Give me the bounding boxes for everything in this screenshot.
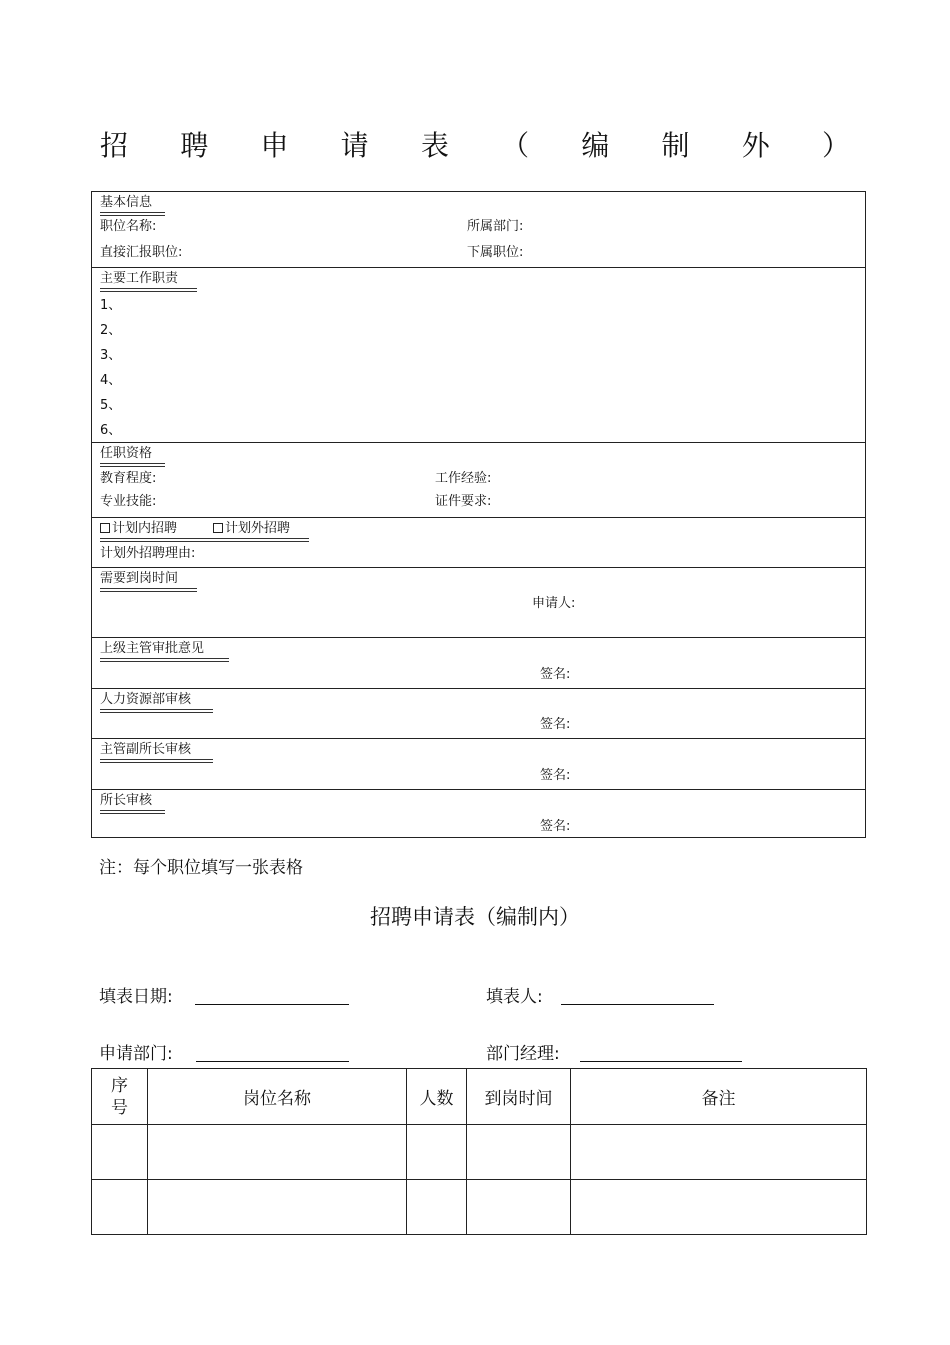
recruitment-form-outside-quota xyxy=(91,191,866,838)
applicant-label[interactable]: 申请人: xyxy=(532,596,576,611)
heading-underline xyxy=(100,538,309,542)
outside-plan-reason-label[interactable]: 计划外招聘理由: xyxy=(100,546,196,561)
section-heading: 需要到岗时间 xyxy=(100,571,179,586)
dept-manager-input[interactable] xyxy=(580,1061,742,1062)
apply-dept-label: 申请部门: xyxy=(99,1044,173,1064)
table-header-row xyxy=(92,1069,867,1125)
section-director-review xyxy=(92,790,865,839)
section-heading: 任职资格 xyxy=(100,446,153,461)
department-label[interactable]: 所属部门: xyxy=(467,219,524,234)
option-label: 计划内招聘 xyxy=(112,521,178,536)
checkbox-icon[interactable] xyxy=(213,523,223,533)
title-char: 表 xyxy=(420,129,449,162)
heading-underline xyxy=(100,212,165,216)
section-deputy-director-review xyxy=(92,739,865,790)
table-cell[interactable] xyxy=(467,1180,571,1235)
column-header-text: 号 xyxy=(111,1097,128,1118)
section-basic-info xyxy=(92,192,865,268)
duty-item[interactable]: 5、 xyxy=(100,398,122,413)
section-arrival-time xyxy=(92,568,865,638)
option-label: 计划外招聘 xyxy=(225,521,291,536)
duty-item[interactable]: 3、 xyxy=(100,348,122,363)
column-header-arrival: 到岗时间 xyxy=(467,1069,571,1125)
table-cell[interactable] xyxy=(92,1180,148,1235)
section-qualification xyxy=(92,443,865,518)
subordinate-label[interactable]: 下属职位: xyxy=(467,245,524,260)
fill-date-input[interactable] xyxy=(195,1004,349,1005)
title-char: 制 xyxy=(661,129,690,162)
table-cell[interactable] xyxy=(571,1180,867,1235)
direct-report-label[interactable]: 直接汇报职位: xyxy=(100,245,183,260)
table-cell[interactable] xyxy=(407,1125,467,1180)
section-heading: 上级主管审批意见 xyxy=(100,641,205,656)
heading-underline xyxy=(100,588,197,592)
duty-item[interactable]: 1、 xyxy=(100,298,122,313)
heading-underline xyxy=(100,709,213,713)
form-note: 注：每个职位填写一张表格 xyxy=(99,858,303,878)
form-title xyxy=(100,126,850,166)
dept-manager-label: 部门经理: xyxy=(486,1044,560,1064)
heading-underline xyxy=(100,810,165,814)
fill-date-label: 填表日期: xyxy=(99,987,173,1007)
column-header-position: 岗位名称 xyxy=(148,1069,407,1125)
title-char: 请 xyxy=(340,129,369,162)
title-char: ） xyxy=(821,129,850,162)
heading-underline xyxy=(100,759,213,763)
table-cell[interactable] xyxy=(148,1125,407,1180)
form2-title: 招聘申请表（编制内） xyxy=(370,905,580,929)
signature-label[interactable]: 签名: xyxy=(540,768,571,783)
filler-input[interactable] xyxy=(561,1004,714,1005)
certificate-label[interactable]: 证件要求: xyxy=(435,494,492,509)
column-header-seq xyxy=(92,1069,148,1125)
title-char: 招 xyxy=(100,129,129,162)
table-cell[interactable] xyxy=(92,1125,148,1180)
section-hr-review xyxy=(92,689,865,739)
heading-underline xyxy=(100,658,229,662)
column-header-count: 人数 xyxy=(407,1069,467,1125)
education-label[interactable]: 教育程度: xyxy=(100,471,157,486)
checkbox-icon[interactable] xyxy=(100,523,110,533)
column-header-text: 序 xyxy=(111,1075,128,1096)
positions-table xyxy=(91,1068,867,1235)
position-name-label[interactable]: 职位名称: xyxy=(100,219,157,234)
experience-label[interactable]: 工作经验: xyxy=(435,471,492,486)
heading-underline xyxy=(100,288,197,292)
title-char: 外 xyxy=(741,129,770,162)
section-duties xyxy=(92,268,865,443)
section-heading: 主要工作职责 xyxy=(100,271,179,286)
section-heading: 人力资源部审核 xyxy=(100,692,192,707)
plan-option-in[interactable] xyxy=(100,521,177,537)
column-header-remark: 备注 xyxy=(571,1069,867,1125)
title-char: 申 xyxy=(260,129,289,162)
signature-label[interactable]: 签名: xyxy=(540,717,571,732)
apply-dept-input[interactable] xyxy=(196,1061,349,1062)
section-heading: 基本信息 xyxy=(100,195,153,210)
duty-item[interactable]: 4、 xyxy=(100,373,122,388)
skills-label[interactable]: 专业技能: xyxy=(100,494,157,509)
table-cell[interactable] xyxy=(467,1125,571,1180)
title-char: 聘 xyxy=(180,129,209,162)
section-plan xyxy=(92,518,865,568)
title-char: 编 xyxy=(581,129,610,162)
plan-option-out[interactable] xyxy=(213,521,290,537)
table-row xyxy=(92,1125,867,1180)
section-heading: 主管副所长审核 xyxy=(100,742,192,757)
section-supervisor-approval xyxy=(92,638,865,689)
table-cell[interactable] xyxy=(148,1180,407,1235)
table-cell[interactable] xyxy=(407,1180,467,1235)
section-heading: 所长审核 xyxy=(100,793,153,808)
duty-item[interactable]: 2、 xyxy=(100,323,122,338)
signature-label[interactable]: 签名: xyxy=(540,667,571,682)
table-row xyxy=(92,1180,867,1235)
signature-label[interactable]: 签名: xyxy=(540,819,571,834)
duty-item[interactable]: 6、 xyxy=(100,423,122,438)
table-cell[interactable] xyxy=(571,1125,867,1180)
filler-label: 填表人: xyxy=(486,987,543,1007)
heading-underline xyxy=(100,463,165,467)
title-char: （ xyxy=(501,129,530,162)
